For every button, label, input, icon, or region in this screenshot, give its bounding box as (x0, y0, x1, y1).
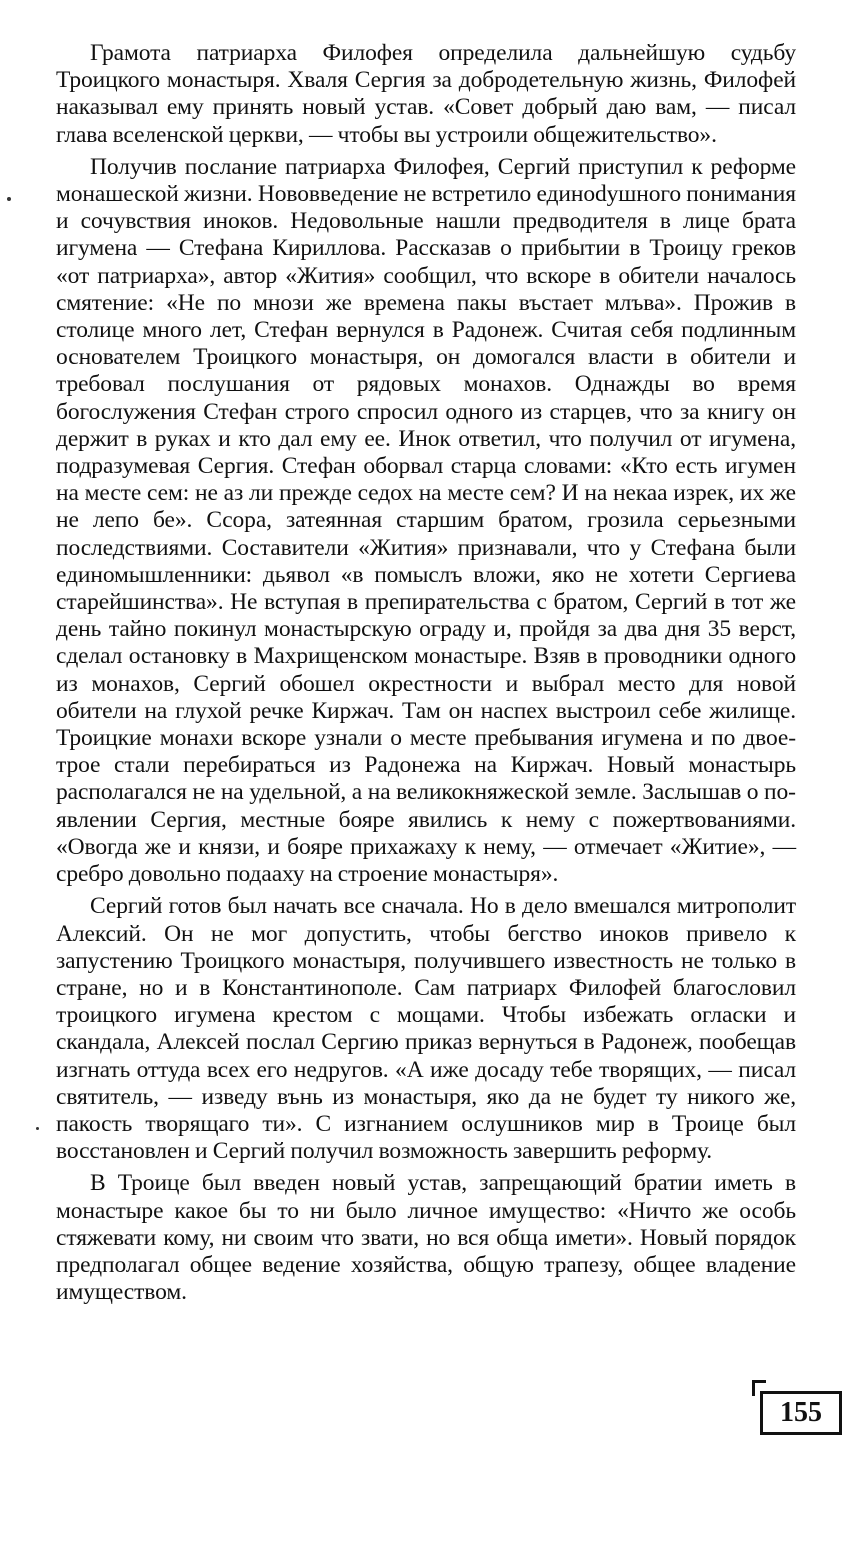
paragraph-1: Грамота патриарха Филофея определила дальнейшую судьбу Троицкого монастыря. Хваля Сергия за добродетельную жизнь, Филофей наказывал ему принять новый устав. «Совет добрый даю вам, — писал глава вселенской церкви, — чтобы вы устроили общежительство». (56, 40, 796, 148)
page-number: 155 (760, 1391, 842, 1435)
scan-speck (7, 197, 11, 201)
last-paragraph-block (56, 1170, 796, 1306)
page-body (56, 40, 796, 1457)
scan-speck (36, 1127, 39, 1130)
paragraph-4: В Троице был введен новый устав, запрещающий братии иметь в монастыре какое бы то ни было личное имущество: «Ничто же особь стяжевати кому, ни своим что звати, но вся обща имети». Новый порядок предполагал общее ведение хозяйства, общую трапезу, общее владение имуществом. (56, 1170, 796, 1306)
paragraph-3: Сергий готов был начать все сначала. Но в дело вмешался митрополит Алексий. Он не мог допустить, чтобы бегство иноков привело к запустению Троицкого монастыря, получившего известность не только в стране, но и в Константинополе. Сам патриарх Филофей благословил троицкого игумена крестом с мощами. Чтобы избежать огласки и скандала, Алексей послал Сергию приказ вернуться в Радонеж, пообещав изгнать оттуда всех его недругов. «А иже досаду тебе творящих, — писал святитель, — изведу вънь из монастыря, яко да не будет ту никого же, пакость творящаго ти». С изгнанием ослушников мир в Троице был восстановлен и Сергий получил возможность завершить реформу. (56, 893, 796, 1165)
paragraph-2: Получив послание патриарха Филофея, Сергий приступил к реформе монашеской жизни. Нововведение не встретило единоdушного понимания и сочувствия иноков. Недовольные нашли предводителя в лице брата игумена — Стефана Кириллова. Рассказав о прибытии в Троицу греков «от патриарха», автор «Жития» сообщил, что вскоре в обители началось смятение: «Не по мнози же времена пакы въстает млъва». Прожив в столице много лет, Стефан вернулся в Радонеж. Считая себя подлинным основателем Троицкого монастыря, он домогался власти в обители и требовал послушания от рядовых монахов. Однажды во время богослужения Стефан строго спросил одного из старцев, что за книгу он держит в руках и кто дал ему ее. Инок ответил, что получил от игумена, подразумевая Сергия. Стефан оборвал старца словами: «Кто есть игумен на месте сем: не аз ли прежде седох на месте сем? И на некаа изрек, их же не лепо бе». Ссора, затеянная старшим братом, грозила серьезными последствиями. Составители «Жития» признавали, что у Стефана были единомышленники: дьявол «в помыслъ вложи, яко не хотети Сергиева старейшинства». Не вступая в препирательства с братом, Сергий в тот же день тайно покинул монастырскую ограду и, пройдя за два дня 35 верст, сделал остановку в Махрищенском монастыре. Взяв в проводники одного из монахов, Сергий обошел окрестности и выбрал место для новой обители на глухой речке Киржач. Там он наспех выстроил себе жилище. Троицкие монахи вскоре узнали о месте пребывания игумена и по двое-трое стали перебираться из Радонежа на Киржач. Новый монастырь располагался не на удельной, а на великокняжеской земле. Заслышав о появлении Сергия, местные бояре явились к нему с пожертвованиями. «Овогда же и князи, и бояре прихажаху к нему, — отмечает «Житие», — сребро довольно подааху на строение монастыря». (56, 153, 796, 888)
